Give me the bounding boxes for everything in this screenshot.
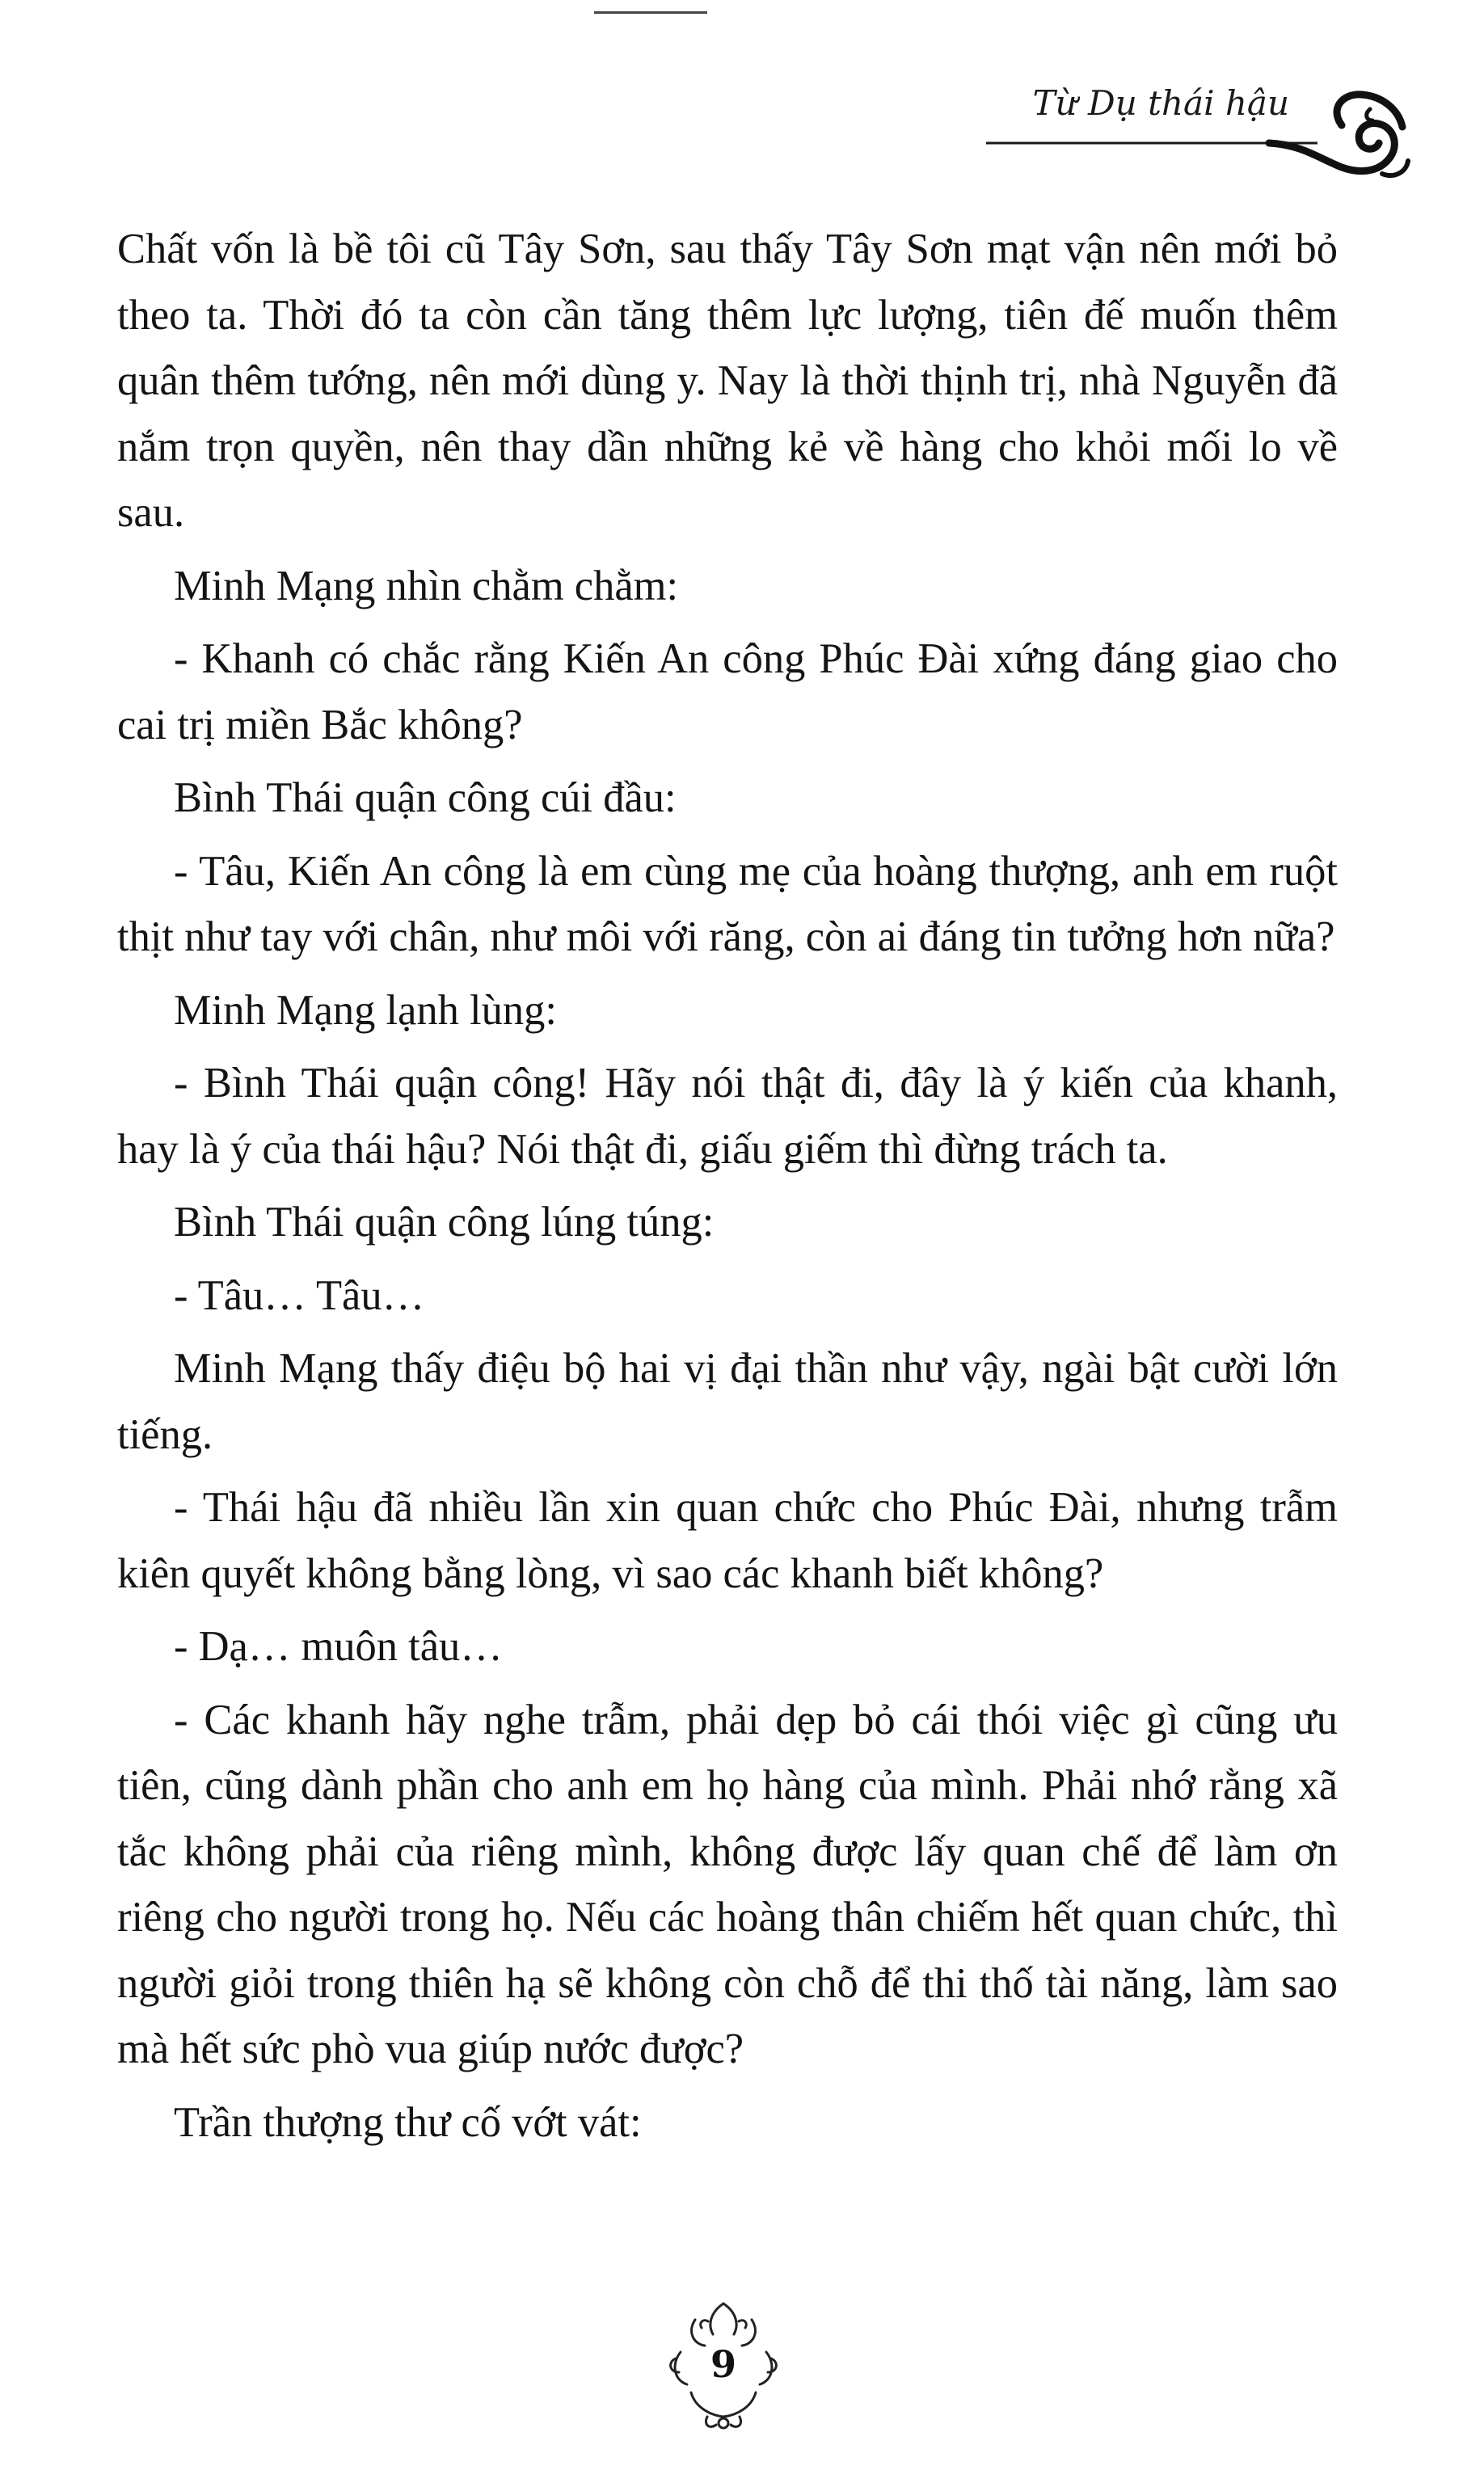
paragraph: - Tâu… Tâu… — [174, 1271, 425, 1319]
paragraph: - Dạ… muôn tâu… — [174, 1623, 503, 1670]
paragraph: - Các khanh hãy nghe trẫm, phải dẹp bỏ cái thói việc gì cũng ưu tiên, cũng dành phần cho anh em họ hàng của mình. Phải nhớ rằng xã tắc không phải của riêng mình, không được lấy quan chế để làm ơn riêng cho người trong họ. Nếu các hoàng thân chiếm hết quan chức, thì người giỏi trong thiên hạ sẽ không còn chỗ để thi thố tài năng, làm sao mà hết sức phò vua giúp nước được? — [117, 1696, 1338, 2072]
paragraph: Minh Mạng thấy điệu bộ hai vị đại thần như vậy, ngài bật cười lớn tiếng. — [117, 1345, 1338, 1458]
paragraph: - Bình Thái quận công! Hãy nói thật đi, đây là ý kiến của khanh, hay là ý của thái hậu? Nói thật đi, giấu giếm thì đừng trách ta. — [117, 1060, 1338, 1173]
body-text — [117, 217, 1338, 2163]
paragraph: Trần thượng thư cố vớt vát: — [174, 2098, 642, 2146]
page-footer — [663, 2295, 784, 2433]
top-rule — [594, 11, 707, 14]
running-title: Từ Dụ thái hậu — [1032, 83, 1289, 123]
paragraph: - Thái hậu đã nhiều lần xin quan chức cho Phúc Đài, nhưng trẫm kiên quyết không bằng lòng, vì sao các khanh biết không? — [117, 1484, 1338, 1597]
paragraph: Bình Thái quận công lúng túng: — [174, 1199, 715, 1246]
paragraph: Chất vốn là bề tôi cũ Tây Sơn, sau thấy Tây Sơn mạt vận nên mới bỏ theo ta. Thời đó ta còn cần tăng thêm lực lượng, tiên đế muốn thêm quân thêm tướng, nên mới dùng y. Nay là thời thịnh trị, nhà Nguyễn đã nắm trọn quyền, nên thay dần những kẻ về hàng cho khỏi mối lo về sau. — [117, 226, 1338, 536]
running-header — [962, 77, 1414, 182]
paragraph: Minh Mạng lạnh lùng: — [174, 986, 557, 1034]
page-number: 9 — [710, 2342, 736, 2386]
paragraph: - Khanh có chắc rằng Kiến An công Phúc Đài xứng đáng giao cho cai trị miền Bắc không? — [117, 635, 1338, 748]
paragraph: - Tâu, Kiến An công là em cùng mẹ của hoàng thượng, anh em ruột thịt như tay với chân, như môi với răng, còn ai đáng tin tưởng hơn nữa? — [117, 847, 1338, 960]
paragraph: Bình Thái quận công cúi đầu: — [174, 774, 677, 821]
paragraph: Minh Mạng nhìn chằm chằm: — [174, 562, 679, 609]
